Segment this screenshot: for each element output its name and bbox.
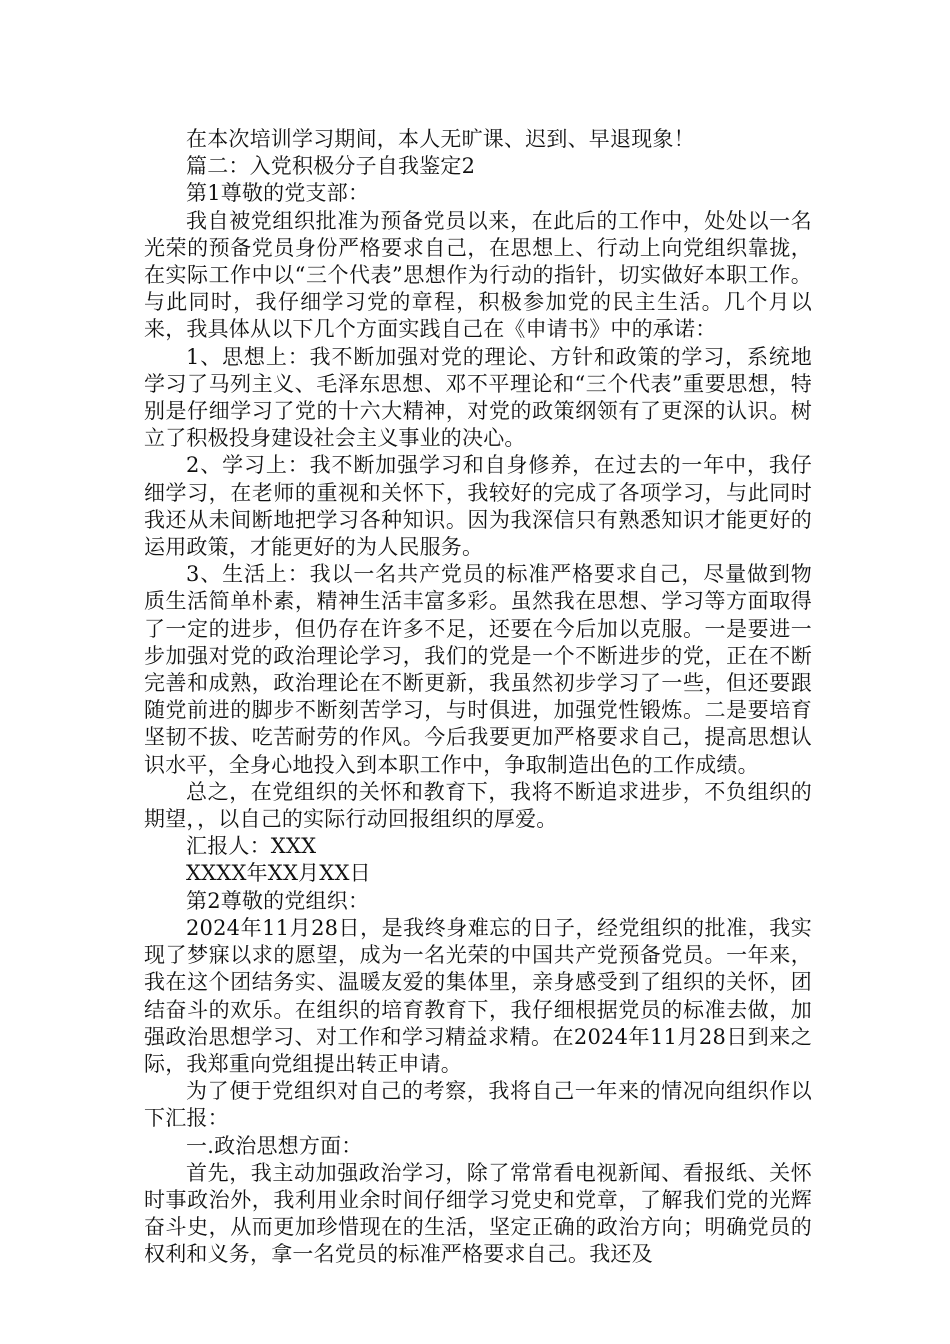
salutation-2: 第2尊敬的党组织： xyxy=(186,888,370,913)
paragraph-political-study: 首先，我主动加强政治学习，除了常常看电视新闻、看报纸、关怀时事政治外，我利用业余时间仔细学习党史和党章，了解我们党的光辉奋斗史，从而更加珍惜现在的生活，坚定正确的政治方向；明确党员的权利和义务，拿一名党员的标准严格要求自己。我还及 xyxy=(144,1160,812,1267)
reporter-line: 汇报人：XXX xyxy=(186,834,317,859)
section-heading-part-two: 篇二：入党积极分子自我鉴定2 xyxy=(186,154,476,179)
paragraph-thought: 1、思想上：我不断加强对党的理论、方针和政策的学习，系统地学习了马列主义、毛泽东思想、邓不平理论和“三个代表”重要思想，特别是仔细学习了党的十六大精神，对党的政策纲领有了更深的认识。树立了积极投身建设社会主义事业的决心。 xyxy=(144,344,812,451)
paragraph-intro: 我自被党组织批准为预备党员以来，在此后的工作中，处处以一名光荣的预备党员身份严格要求自己，在思想上、行动上向党组织靠拢，在实际工作中以“三个代表”思想作为行动的指针，切实做好本职工作。与此同时，我仔细学习党的章程，积极参加党的民主生活。几个月以来，我具体从以下几个方面实践自己在《申请书》中的承诺： xyxy=(144,208,812,342)
paragraph-conclusion: 总之，在党组织的关怀和教育下，我将不断追求进步，不负组织的期望，，以自己的实际行动回报组织的厚爱。 xyxy=(144,779,812,832)
paragraph-life: 3、生活上：我以一名共产党员的标准严格要求自己，尽量做到物质生活简单朴素，精神生活丰富多彩。虽然我在思想、学习等方面取得了一定的进步，但仍存在许多不足，还要在今后加以克服。一是要进一步加强对党的政治理论学习，我们的党是一个不断进步的党，正在不断完善和成熟，政治理论在不断更新，我虽然初步学习了一些，但还要跟随党前进的脚步不断刻苦学习，与时俱进，加强党性锻炼。二是要培育坚韧不拔、吃苦耐劳的作风。今后我要更加严格要求自己，提高思想认识水平，全身心地投入到本职工作中，争取制造出色的工作成绩。 xyxy=(144,562,812,777)
paragraph-attendance-note: 在本次培训学习期间，本人无旷课、迟到、早退现象！ xyxy=(186,127,695,151)
salutation-1: 第1尊敬的党支部： xyxy=(186,181,370,206)
date-line: XXXX年XX月XX日 xyxy=(186,861,371,886)
paragraph-study: 2、学习上：我不断加强学习和自身修养，在过去的一年中，我仔细学习，在老师的重视和关怀下，我较好的完成了各项学习，与此同时我还从未间断地把学习各种知识。因为我深信只有熟悉知识才能更好的运用政策，才能更好的为人民服务。 xyxy=(144,453,812,560)
paragraph-admission: 2024年11月28日，是我终身难忘的日子，经党组织的批准，我实现了梦寐以求的愿望，成为一名光荣的中国共产党预备党员。一年来，我在这个团结务实、温暖友爱的集体里，亲身感受到了组织的关怀，团结奋斗的欢乐。在组织的培育教育下，我仔细根据党员的标准去做，加强政治思想学习、对工作和学习精益求精。在2024年11月28日到来之际，我郑重向党组提出转正申请。 xyxy=(144,915,812,1076)
paragraph-report-intro: 为了便于党组织对自己的考察，我将自己一年来的情况向组织作以下汇报： xyxy=(144,1079,812,1131)
subheading-political: 一.政治思想方面： xyxy=(186,1133,363,1158)
document-page xyxy=(144,126,812,1269)
